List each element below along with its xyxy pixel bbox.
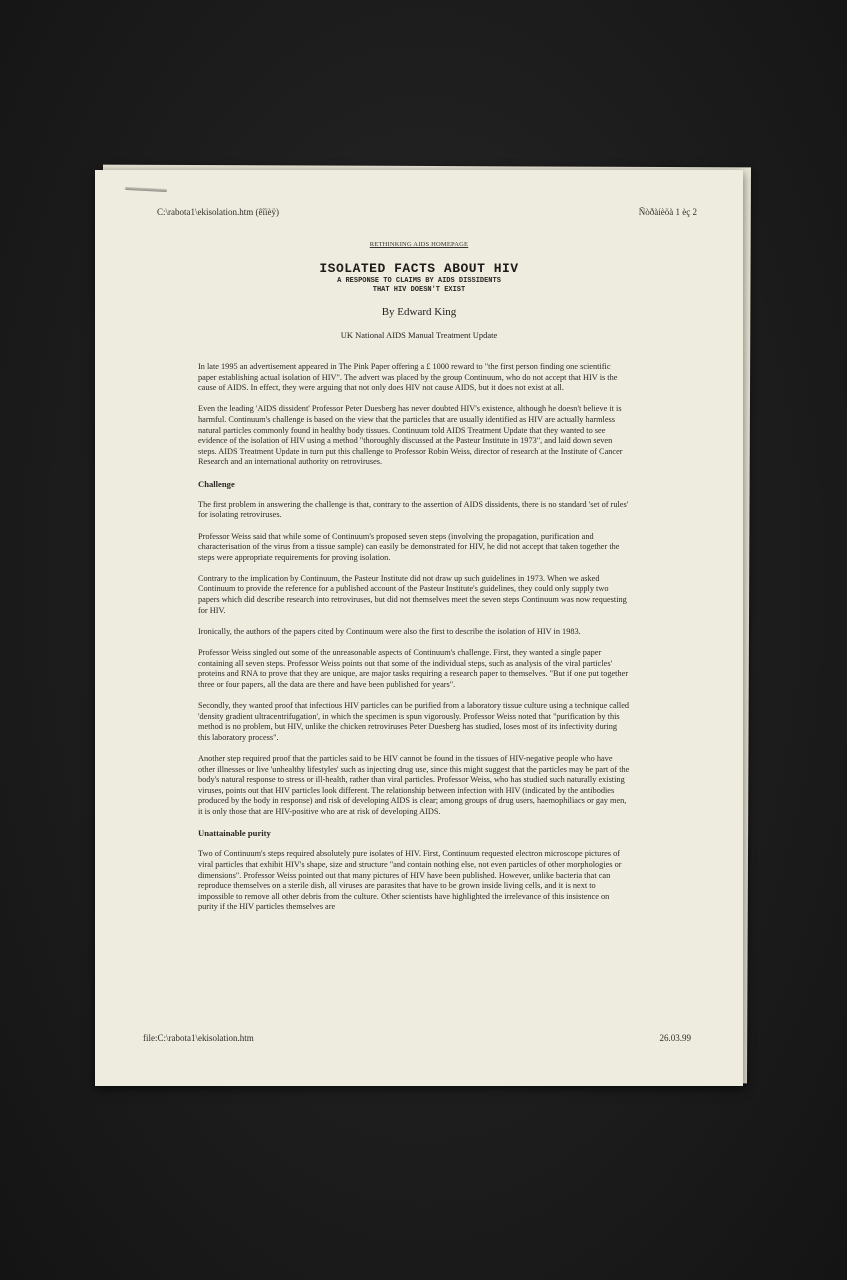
article-subtitle	[95, 277, 743, 295]
body-paragraph: Even the leading 'AIDS dissident' Professor Peter Duesberg has never doubted HIV's existence, although he doesn't believe it is harmful. Continuum's challenge is based on the view that the particles that are usually identified as HIV are actually harmless natural particles commonly found in healthy body tissues. Continuum told AIDS Treatment Update that they wanted to see evidence of the isolation of HIV using a method "thoroughly discussed at the Pasteur Institute in 1973", and laid down seven steps. AIDS Treatment Update in turn put this challenge to Professor Robin Weiss, director of research at the Institute of Cancer Research and an international authority on retroviruses.	[198, 404, 623, 467]
article-body	[198, 362, 630, 923]
homepage-link[interactable]: RETHINKING AIDS HOMEPAGE	[369, 241, 469, 248]
section-heading: Challenge	[198, 478, 235, 489]
body-paragraph: Contrary to the implication by Continuum, the Pasteur Institute did not draw up such guidelines in 1973. When we asked Continuum to provide the reference for a published account of the Pasteur Institute's guidelines, they could only supply two papers which did describe research into retroviruses, but did not themselves meet the seven steps Continuum was now requesting for HIV.	[198, 573, 627, 615]
article-organization: UK National AIDS Manual Treatment Update	[340, 330, 498, 340]
subtitle-line: A RESPONSE TO CLAIMS BY AIDS DISSIDENTS	[337, 277, 501, 285]
print-footer-path: file:C:\rabota1\ekisolation.htm	[143, 1033, 254, 1043]
printed-page	[95, 170, 743, 1086]
section-heading: Unattainable purity	[198, 828, 271, 839]
body-paragraph: In late 1995 an advertisement appeared in The Pink Paper offering a £ 1000 reward to "the first person finding one scientific paper establishing actual isolation of HIV". The advert was placed by the group Continuum, who do not accept that HIV is the cause of AIDS. In effect, they were arguing that not only does HIV not cause AIDS, but it does not exist at all.	[198, 362, 618, 393]
body-paragraph: Professor Weiss said that while some of Continuum's proposed seven steps (involving the propagation, purification and characterisation of the virus from a tissue sample) can easily be demonstrated for HIV, he did not accept that taken together the steps were appropriate requirements for proving isolation.	[198, 531, 620, 562]
print-header-path: C:\rabota1\ekisolation.htm (êîïèÿ)	[157, 207, 279, 217]
subtitle-line: THAT HIV DOESN'T EXIST	[372, 286, 466, 294]
homepage-link-wrapper	[95, 241, 743, 248]
article-title: ISOLATED FACTS ABOUT HIV	[319, 261, 519, 276]
body-paragraph: Secondly, they wanted proof that infectious HIV particles can be purified from a laboratory tissue culture using a technique called 'density gradient ultracentrifugation', in which the specimen is spun vigorously. Professor Weiss noted that "purification by this method is no problem, but HIV, unlike the chicken retroviruses Peter Duesberg has studied, loses most of its infectivity during this laboratory process".	[198, 701, 630, 742]
body-paragraph: Two of Continuum's steps required absolutely pure isolates of HIV. First, Continuum requested electron microscope pictures of viral particles that exhibit HIV's shape, size and structure "and contain nothing else, not even particles of other morphologies or dimensions". Professor Weiss pointed out that many pictures of HIV have been published. However, unlike bacteria that can reproduce themselves on a sterile dish, all viruses are parasites that have to be grown inside living cells, and it is next to impossible to remove all other debris from the culture. Other scientists have highlighted the irrelevance of this insistence on purity if the HIV particles themselves are	[198, 849, 622, 912]
body-paragraph: Ironically, the authors of the papers cited by Continuum were also the first to describe the isolation of HIV in 1983.	[198, 626, 581, 636]
print-footer-date: 26.03.99	[659, 1033, 691, 1043]
body-paragraph: Another step required proof that the particles said to be HIV cannot be found in the tissues of HIV-negative people who have other illnesses or live 'unhealthy lifestyles' such as injecting drug use, since this might suggest that the particles may be part of the body's natural response to stress or ill-health, rather than viral particles. Professor Weiss, who has studied such naturally existing viruses, points out that HIV particles look different. The relationship between infection with HIV (indicated by the antibodies produced by the body in response) and risk of developing AIDS is clear; among groups of drug users, haemophiliacs or gay men, it is only those that are HIV-positive who are at risk of developing AIDS.	[198, 753, 630, 816]
body-paragraph: The first problem in answering the challenge is that, contrary to the assertion of AIDS dissidents, there is no standard 'set of rules' for isolating retroviruses.	[198, 499, 629, 520]
staple-mark	[125, 187, 167, 192]
body-paragraph: Professor Weiss singled out some of the unreasonable aspects of Continuum's challenge. First, they wanted a single paper containing all seven steps. Professor Weiss points out that some of the individual steps, such as analysis of the viral particles' proteins and RNA to prove that they are unique, are major tasks requiring a research paper to themselves. "But if one put together three or four papers, all the data are there and have been published for years".	[198, 648, 629, 689]
print-header-page-number: Ñòðàíèöà 1 èç 2	[638, 207, 697, 217]
article-author: By Edward King	[381, 306, 457, 318]
